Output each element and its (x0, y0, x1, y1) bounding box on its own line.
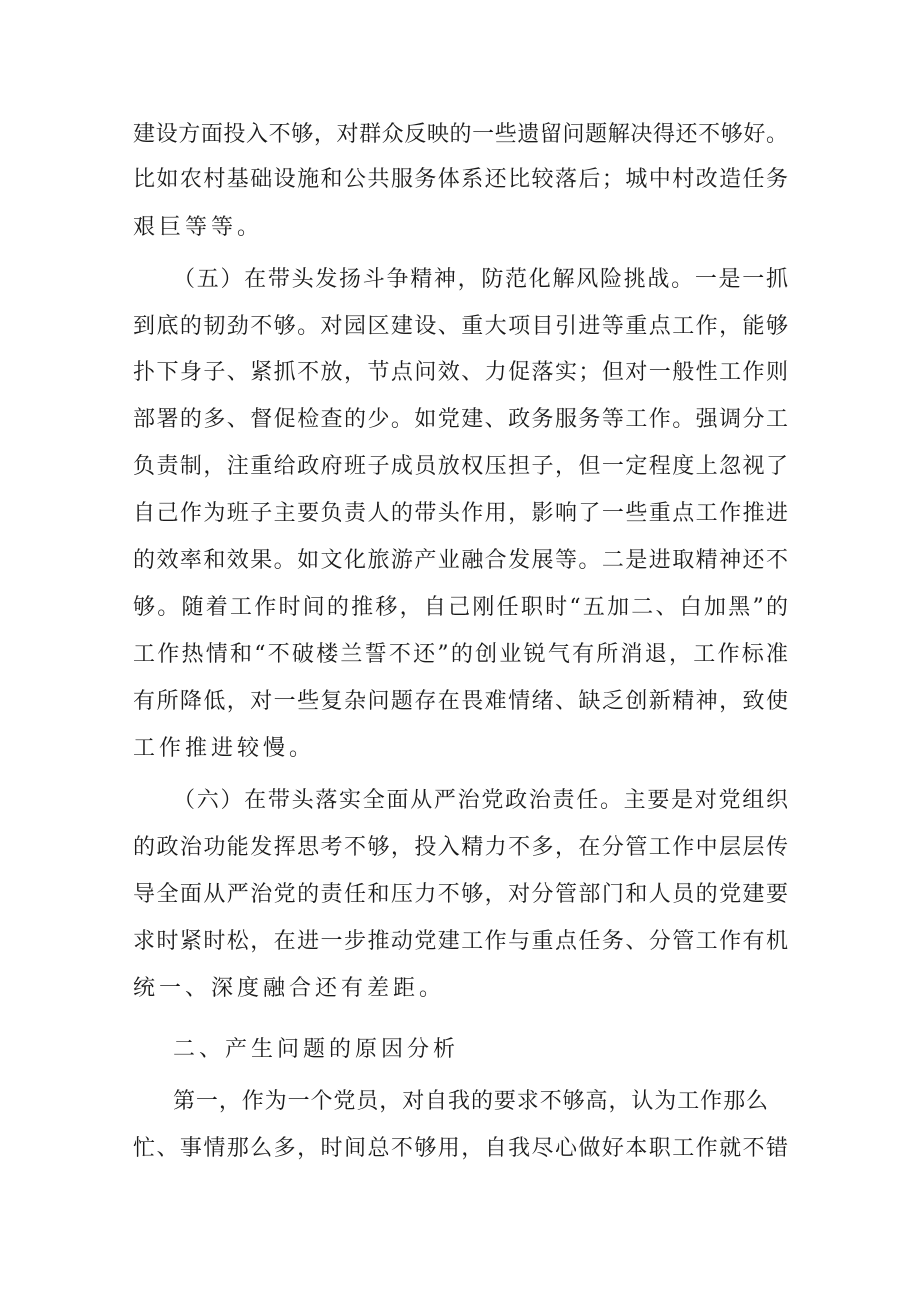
text-line: 导全面从严治党的责任和压力不够，对分管部门和人员的党建要 (133, 882, 790, 907)
text-line: 工作热情和“不破楼兰誓不还”的创业锐气有所消退，工作标准 (133, 642, 791, 667)
text-line: 第一，作为一个党员，对自我的要求不够高，认为工作那么 (173, 1089, 769, 1114)
text-line: 扑下身子、紧抓不放，节点问效、力促落实；但对一般性工作则 (133, 360, 790, 385)
text-line: 求时紧时松，在进一步推动党建工作与重点任务、分管工作有机 (133, 929, 790, 954)
text-line: 够。随着工作时间的推移，自己刚任职时“五加二、白加黑”的 (133, 595, 791, 620)
text-line: （六）在带头落实全面从严治党政治责任。主要是对党组织 (173, 788, 790, 813)
text-line: （五）在带头发扬斗争精神，防范化解风险挑战。一是一抓 (173, 267, 790, 292)
text-line: 建设方面投入不够，对群众反映的一些遗留问题解决得还不够好。 (133, 122, 789, 147)
text-line: 统一、深度融合还有差距。 (133, 976, 446, 1001)
text-line: 二、产生问题的原因分析 (173, 1037, 460, 1062)
text-line: 的政治功能发挥思考不够，投入精力不多，在分管工作中层层传 (133, 835, 790, 860)
text-line: 有所降低，对一些复杂问题存在畏难情绪、缺乏创新精神，致使 (133, 689, 790, 714)
text-line: 的效率和效果。如文化旅游产业融合发展等。二是进取精神还不 (133, 548, 790, 573)
text-line: 到底的韧劲不够。对园区建设、重大项目引进等重点工作，能够 (133, 314, 790, 339)
text-line: 忙、事情那么多，时间总不够用，自我尽心做好本职工作就不错 (133, 1136, 790, 1161)
text-line: 艰巨等等。 (133, 215, 264, 240)
text-line: 部署的多、督促检查的少。如党建、政务服务等工作。强调分工 (133, 407, 790, 432)
text-line: 比如农村基础设施和公共服务体系还比较落后；城中村改造任务 (133, 167, 790, 192)
text-line: 负责制，注重给政府班子成员放权压担子，但一定程度上忽视了 (133, 454, 790, 479)
text-line: 工作推进较慢。 (133, 736, 316, 761)
text-line: 自己作为班子主要负责人的带头作用，影响了一些重点工作推进 (133, 501, 790, 526)
